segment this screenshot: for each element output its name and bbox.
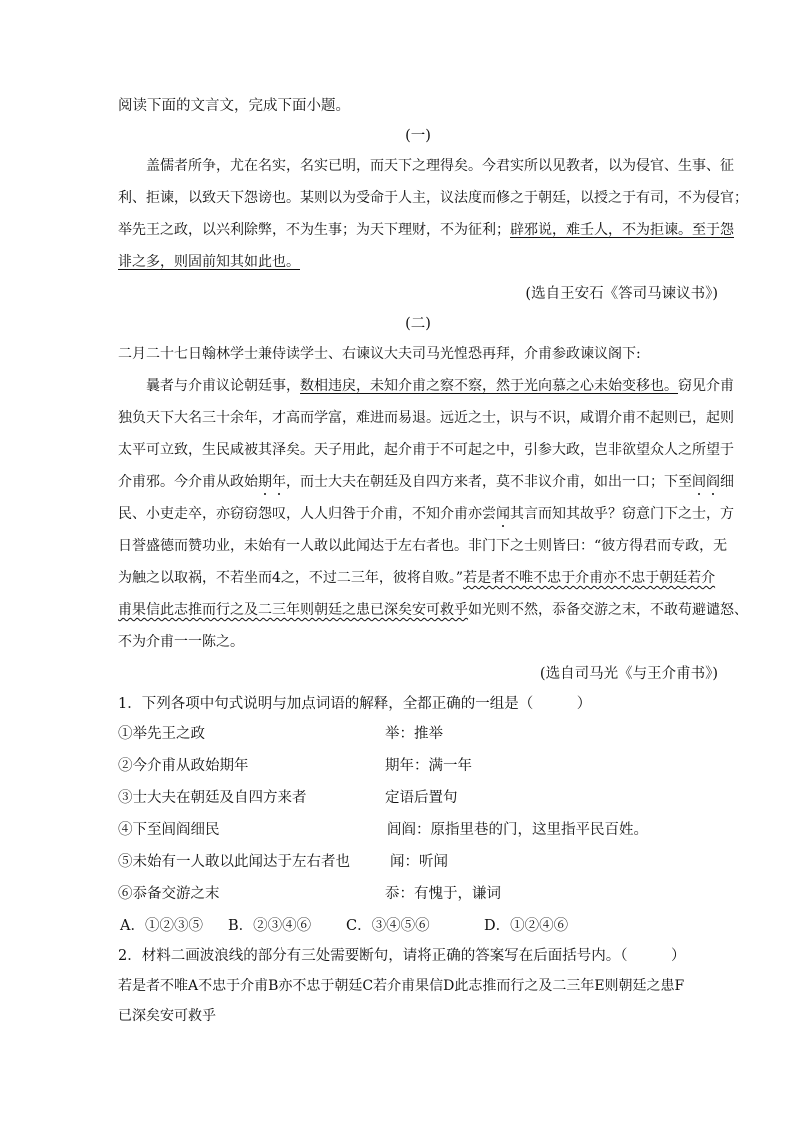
wavy-underlined-passage: 甫果信此志推而行之及二三年则朝廷之患已深矣安可救乎 — [118, 602, 468, 618]
section1-line — [118, 252, 718, 272]
item-note: 期年：满一年 — [385, 758, 472, 774]
section2-line: 太平可立致，生民咸被其泽矣。天子用此，起介甫于不可起之中，引参大政，岂非欲望众人之所望于 — [118, 442, 734, 458]
section2-line — [118, 376, 746, 396]
item-text: ④下至闾阎细民 — [118, 822, 220, 838]
underlined-sentence: 诽之多，则固前知其如此也。 — [118, 254, 300, 270]
dotted-char: 闻 — [496, 506, 510, 522]
section2-line: 二月二十七日翰林学士兼侍读学士、右谏议大夫司马光惶恐再拜，介甫参政谏议阁下: — [118, 346, 641, 362]
option-a[interactable]: A．①②③⑤ — [120, 918, 203, 934]
question1-stem: 1．下列各项中句式说明与加点词语的解释，全都正确的一组是（ ） — [118, 696, 592, 712]
section2-line: 日誉盛德而赞功业，未始有一人敢以此闻达于左右者也。非门下之士则皆曰：“彼方得君而专政，无 — [118, 538, 728, 554]
item-note: 定语后置句 — [385, 790, 458, 806]
question1-item — [118, 788, 718, 808]
question2-text: 已深矣安可救乎 — [118, 1008, 216, 1024]
section1-text: 举先王之政，以兴利除弊，不为生事；为天下理财，不为征利； — [118, 222, 510, 238]
item-text: ①举先王之政 — [118, 726, 205, 742]
section2-text: ，而士大夫在朝廷及自四方来者，莫不非议介甫，如出一口；下至 — [286, 474, 692, 490]
section1-line: 利、拒谏，以致天下怨谤也。某则以为受命于人主，议法度而修之于朝廷，以授之于有司，不为侵官； — [118, 190, 748, 206]
section2-text: 为触之以取祸，不若坐而4之，不过二三年，彼将自败。” — [118, 570, 464, 586]
section2-line — [118, 600, 748, 620]
section2-text: 民、小吏走卒，亦窃窃怨叹，人人归咎于介甫，不知介甫亦尝 — [118, 506, 496, 522]
section2-line: 独负天下大名三十余年，才高而学富，难进而易退。远近之士，识与不识，咸谓介甫不起则已，起则 — [118, 410, 734, 426]
section1-line: 盖儒者所争，尤在名实，名实已明，而天下之理得矣。今君实所以见教者，以为侵官、生事、征 — [146, 158, 734, 174]
section2-line — [118, 568, 718, 588]
item-note: 忝：有愧于，谦词 — [385, 886, 501, 902]
section2-text: 其言而知其故乎？窃意门下之士，方 — [510, 506, 734, 522]
item-text: ②今介甫从政始期年 — [118, 758, 249, 774]
item-text: ⑥忝备交游之末 — [118, 886, 220, 902]
section1-line — [118, 220, 734, 240]
section2-line — [118, 504, 734, 524]
section2-heading: (二) — [405, 316, 431, 332]
option-c[interactable]: C．③④⑤⑥ — [346, 918, 430, 934]
question1-item — [118, 820, 718, 840]
section2-text: 介甫邪。今介甫从政始 — [118, 474, 258, 490]
option-d[interactable]: D．①②④⑥ — [484, 918, 569, 934]
section1-heading: (一) — [405, 128, 431, 144]
item-note: 闾阎：原指里巷的门，这里指平民百姓。 — [387, 822, 648, 838]
question1-item — [118, 852, 718, 872]
question2-stem: 2．材料二画波浪线的部分有三处需要断句，请将正确的答案写在后面括号内。（ ） — [118, 948, 686, 964]
section2-source: (选自司马光《与王介甫书》) — [539, 666, 718, 682]
section1-source: (选自王安石《答司马谏议书》) — [525, 286, 718, 302]
dotted-char: 期 — [258, 474, 272, 490]
section2-text: 窃见介甫 — [678, 378, 734, 394]
item-note: 举：推举 — [385, 726, 443, 742]
section2-line — [118, 472, 734, 492]
section2-text: 细 — [720, 474, 734, 490]
question1-item — [118, 724, 718, 744]
option-b[interactable]: B．②③④⑥ — [228, 918, 312, 934]
item-text: ⑤未始有一人敢以此闻达于左右者也 — [118, 854, 350, 870]
dotted-char: 年 — [272, 474, 286, 490]
underlined-sentence: 数相违戾，未知介甫之察不察，然于光向慕之心未始变移也。 — [300, 378, 678, 394]
dotted-char: 闾 — [692, 474, 706, 490]
section2-line: 不为介甫一一陈之。 — [118, 634, 244, 650]
underlined-sentence: 辟邪说，难壬人，不为拒谏。至于怨 — [510, 222, 734, 238]
reading-intro: 阅读下面的文言文，完成下面小题。 — [118, 98, 350, 114]
question2-text: 若是者不唯A不忠于介甫B亦不忠于朝廷C若介甫果信D此志推而行之及二三年E则朝廷之患F — [118, 978, 685, 994]
question1-item — [118, 884, 718, 904]
section2-text: 如光则不然，忝备交游之末，不敢苟避谴怒、 — [468, 602, 748, 618]
section2-text: 曩者与介甫议论朝廷事， — [146, 378, 300, 394]
item-text: ③士大夫在朝廷及自四方来者 — [118, 790, 307, 806]
dotted-char: 阎 — [706, 474, 720, 490]
wavy-underlined-passage: 若是者不唯不忠于介甫亦不忠于朝廷若介 — [463, 570, 716, 586]
item-note: 闻：听闻 — [390, 854, 448, 870]
question1-item — [118, 756, 718, 776]
